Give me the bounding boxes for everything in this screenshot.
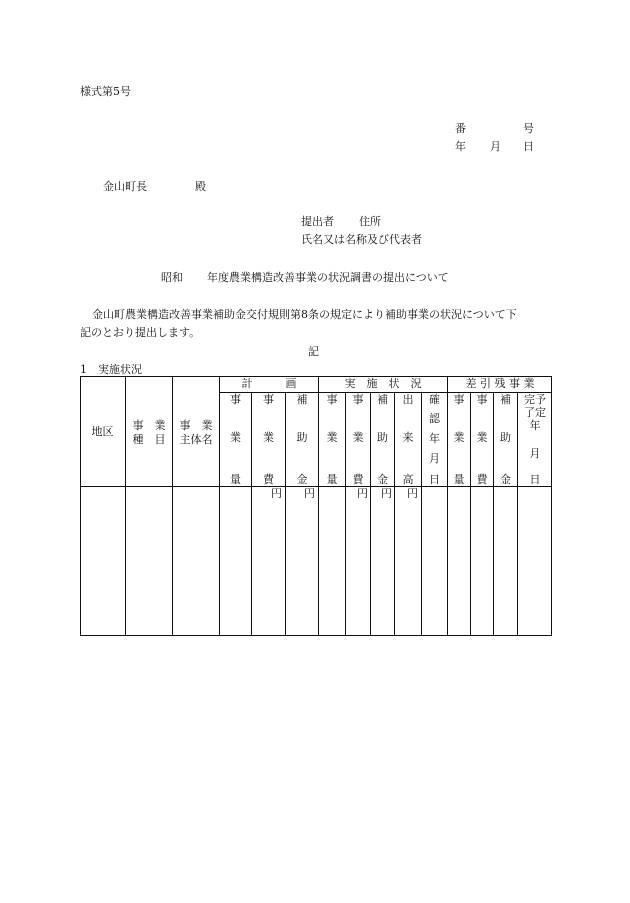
date-month: 月 xyxy=(490,140,501,153)
sahiki-kanryo-4: 月 xyxy=(529,447,541,460)
jisshi-dekidaka-1: 出 xyxy=(402,393,414,406)
keikaku-jigyoryo-2: 業 xyxy=(230,431,241,444)
submitter-label: 提出者 xyxy=(301,215,334,228)
yen-keikaku-hojokin: 円 xyxy=(304,487,315,500)
sahiki-jigyohi-1: 事 xyxy=(476,393,488,406)
col-shutai-1: 事 業 xyxy=(179,419,213,432)
jisshi-kakunin-3: 年 xyxy=(429,432,440,445)
addressee-honorific: 殿 xyxy=(195,180,206,193)
col-shubetsu-2: 種 目 xyxy=(132,433,166,446)
keikaku-jigyohi-3: 費 xyxy=(263,473,274,486)
jisshi-kakunin-1: 確 xyxy=(429,393,440,406)
group-header-keikaku: 計 画 xyxy=(241,377,297,390)
col-shutai-2: 主体名 xyxy=(179,433,213,446)
jisshi-kakunin-2: 認 xyxy=(429,412,440,425)
jisshi-hojokin-2: 助 xyxy=(377,431,388,444)
group-header-sahiki: 差 引 残 事 業 xyxy=(465,377,535,390)
jisshi-jigyohi-1: 事 xyxy=(352,393,364,406)
addressee-name: 金山町長 xyxy=(103,180,147,193)
sahiki-jigyoryo-2: 業 xyxy=(453,431,465,444)
date-day: 日 xyxy=(523,140,534,153)
jisshi-kakunin-5: 日 xyxy=(429,473,440,486)
table-grid xyxy=(80,376,552,636)
sahiki-hojokin-3: 金 xyxy=(500,473,511,486)
keikaku-jigyohi-2: 業 xyxy=(263,431,274,444)
sahiki-hojokin-2: 助 xyxy=(500,431,511,444)
document-title: 年度農業構造改善事業の状況調書の提出について xyxy=(207,271,449,284)
sahiki-jigyoryo-1: 事 xyxy=(453,393,465,406)
jisshi-jigyoryo-3: 量 xyxy=(326,473,338,486)
keikaku-jigyohi-1: 事 xyxy=(263,393,274,406)
form-number: 様式第5号 xyxy=(80,85,131,98)
sahiki-kanryo-3: 年 xyxy=(529,419,541,432)
sahiki-jigyoryo-3: 量 xyxy=(453,473,465,486)
submitter-address: 住所 xyxy=(359,215,381,228)
jisshi-dekidaka-3: 高 xyxy=(402,473,414,486)
ref-ban: 番 xyxy=(455,122,466,135)
sahiki-jigyohi-3: 費 xyxy=(476,473,488,486)
keikaku-hojokin-2: 助 xyxy=(296,431,308,444)
col-chiku: 地区 xyxy=(91,425,114,438)
sahiki-kanryo-2: 了定 xyxy=(524,406,546,419)
yen-jisshi-jigyohi: 円 xyxy=(357,487,368,500)
sahiki-hojokin-1: 補 xyxy=(500,393,511,406)
keikaku-hojokin-3: 金 xyxy=(296,473,308,486)
section-heading: 1 実施状況 xyxy=(80,363,142,376)
ref-go: 号 xyxy=(523,122,534,135)
col-shubetsu-1: 事 業 xyxy=(132,419,166,432)
sahiki-jigyohi-2: 業 xyxy=(476,431,488,444)
jisshi-jigyoryo-2: 業 xyxy=(326,431,338,444)
status-table xyxy=(80,376,552,636)
jisshi-jigyohi-3: 費 xyxy=(352,473,364,486)
jisshi-kakunin-4: 月 xyxy=(429,452,440,465)
yen-jisshi-hojokin: 円 xyxy=(381,487,392,500)
sahiki-kanryo-5: 日 xyxy=(529,473,541,486)
yen-jisshi-dekidaka: 円 xyxy=(407,487,418,500)
submitter-name-line: 氏名又は名称及び代表者 xyxy=(301,233,422,246)
jisshi-dekidaka-2: 来 xyxy=(402,431,414,444)
date-year: 年 xyxy=(455,140,466,153)
yen-keikaku-jigyohi: 円 xyxy=(271,487,282,500)
body-line-1: 金山町農業構造改善事業補助金交付規則第8条の規定により補助事業の状況について下 xyxy=(92,308,517,321)
keikaku-jigyoryo-1: 事 xyxy=(230,393,241,406)
jisshi-jigyohi-2: 業 xyxy=(352,431,364,444)
keikaku-hojokin-1: 補 xyxy=(296,393,308,406)
title-era: 昭和 xyxy=(161,271,183,284)
jisshi-hojokin-1: 補 xyxy=(377,393,388,406)
group-header-jisshi: 実 施 状 況 xyxy=(344,377,422,390)
jisshi-jigyoryo-1: 事 xyxy=(326,393,338,406)
keikaku-jigyoryo-3: 量 xyxy=(230,473,241,486)
sahiki-kanryo-1: 完予 xyxy=(524,393,546,406)
body-line-2: 記のとおり提出します。 xyxy=(80,326,201,339)
ki-label: 記 xyxy=(308,345,319,358)
jisshi-hojokin-3: 金 xyxy=(377,473,388,486)
